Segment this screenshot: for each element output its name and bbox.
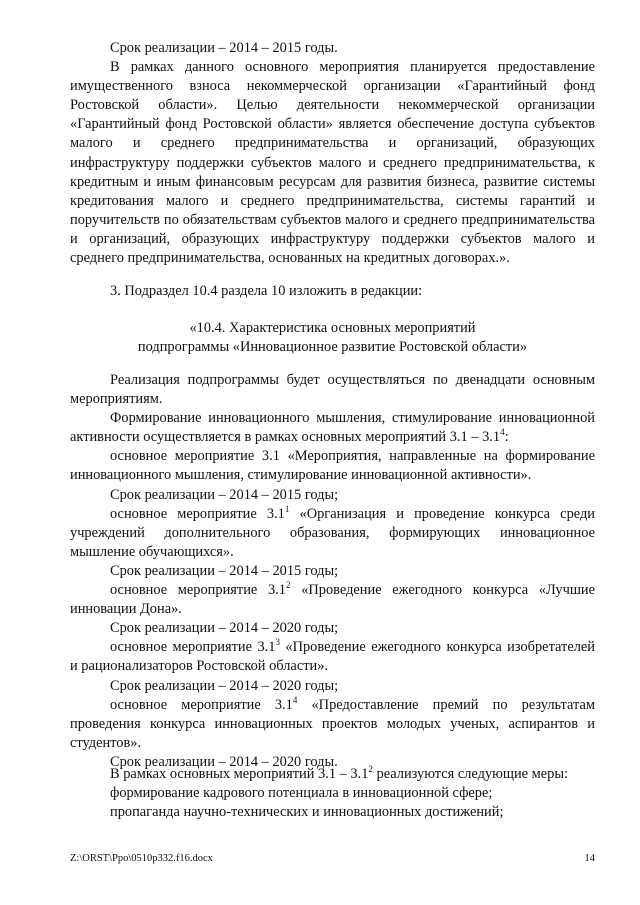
section-measures xyxy=(70,765,595,822)
term-line: Срок реализации – 2014 – 2020 годы. xyxy=(110,753,338,770)
heading-line-1: «10.4. Характеристика основных мероприятий xyxy=(189,320,476,336)
item-3 xyxy=(70,282,595,301)
heading-line-2: подпрограммы «Инновационное развитие Ростовской области» xyxy=(137,339,528,356)
event-3-1-4: основное мероприятие $3.1^4$ «Предоставление премий по результатам проведения конкурса инновационных проектов молодых ученых, аспирантов и студентов». xyxy=(70,694,595,751)
measures-intro: В рамках основных мероприятий $3.1 - 3.1^2$ реализуются следующие меры: xyxy=(110,764,569,782)
event-3-1-2: основное мероприятие $3.1^2$ «Проведение ежегодного конкурса «Лучшие инновации Дона». xyxy=(70,580,595,618)
body-paragraph-2: Формирование инновационного мышления, стимулирование инновационной активности осуществляется в рамках основных мероприятий $3.1 - 3.1^4$: xyxy=(70,410,595,446)
page-number: 14 xyxy=(584,853,595,864)
measure-item: формирование кадрового потенциала в инновационной сфере; xyxy=(110,785,493,802)
event-3-1: основное мероприятие 3.1 «Мероприятия, направленные на формирование инновационного мышления, стимулирование инновационной активности». xyxy=(70,448,595,484)
term-line: Срок реализации – 2014 – 2015 годы; xyxy=(110,562,339,579)
guarantee-fund-paragraph: В рамках данного основного мероприятия планируется предоставление имущественного взноса некоммерческой организации «Гарантийный фонд Ростовской области». Целью деятельности некоммерческой организации «Гарантийный фонд Ростовской области» является обеспечение доступа субъектов малого и среднего предпринимательства и организаций, образующих инфраструктуру поддержки субъектов малого и среднего предпринимательства, к кредитным и иным финансовым ресурсам для развития бизнеса, развитие системы кредитования малого и среднего предпринимательства, системы гарантий и поручительств по обязательствам субъектов малого и среднего предпринимательства и организаций, образующих инфраструктуру поддержки субъектов малого и среднего предпринимательства, основанных на кредитных договорах.». xyxy=(70,59,595,267)
measure-item: пропаганда научно-технических и инновационных достижений; xyxy=(110,804,504,821)
body-paragraph-1: Реализация подпрограммы будет осуществляться по двенадцати основным мероприятиям. xyxy=(70,372,595,408)
event-3-1-1: основное мероприятие $3.1^1$ «Организация и проведение конкурса среди учреждений дополнительного образования, формирующих инновационное мышление обучающихся». xyxy=(70,503,595,560)
term-line: Срок реализации – 2014 – 2015 годы. xyxy=(110,40,338,56)
term-line: Срок реализации – 2014 – 2020 годы; xyxy=(110,677,339,694)
item-3-text: 3. Подраздел 10.4 раздела 10 изложить в редакции: xyxy=(110,283,423,299)
section-guarantee-fund xyxy=(70,39,595,268)
term-line: Срок реализации – 2014 – 2015 годы; xyxy=(110,486,339,503)
file-path: Z:\ORST\Ppo\0510p332.f16.docx xyxy=(70,853,213,864)
section-body xyxy=(70,371,595,772)
page-footer xyxy=(70,852,595,865)
event-3-1-3: основное мероприятие $3.1^3$ «Проведение ежегодного конкурса изобретателей и рационализаторов Ростовской области». xyxy=(70,637,595,675)
section-heading xyxy=(70,319,595,357)
term-line: Срок реализации – 2014 – 2020 годы; xyxy=(110,620,339,637)
